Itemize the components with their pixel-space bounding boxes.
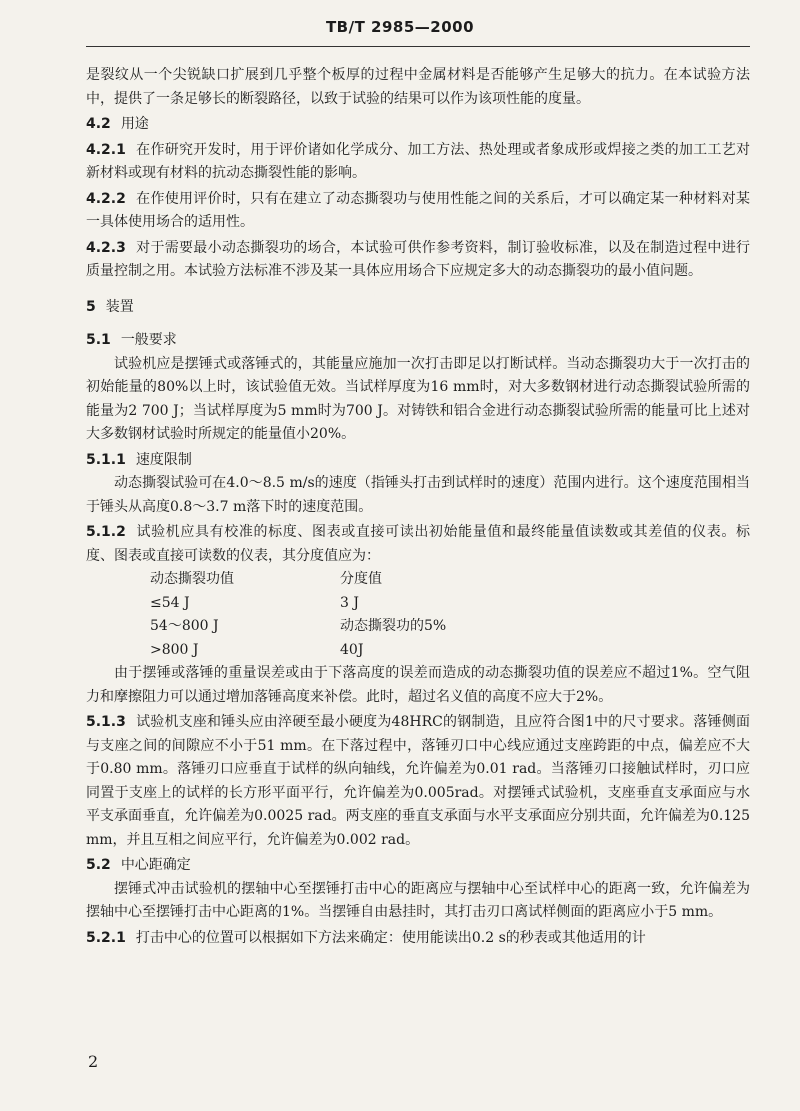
clause-text: 打击中心的位置可以根据如下方法来确定：使用能读出0.2 s的秒表或其他适用的计 <box>135 929 646 946</box>
clause-number: 4.2.2 <box>86 190 126 207</box>
numbered-paragraph <box>86 711 750 852</box>
clause-text: 在作使用评价时，只有在建立了动态撕裂功与使用性能之间的关系后，才可以确定某一种材料对某一具体使用场合的适用性。 <box>86 190 750 230</box>
clause-number: 5.2.1 <box>86 929 126 946</box>
clause-number: 4.2.3 <box>86 239 126 256</box>
section-number: 5.1 <box>86 332 111 348</box>
section-title: 装置 <box>105 298 134 315</box>
body-content <box>86 64 750 950</box>
page-number: 2 <box>88 1052 99 1071</box>
table-row <box>150 592 446 616</box>
table-header-cell: 分度值 <box>340 571 382 587</box>
section-heading <box>86 329 750 353</box>
division-value-table <box>150 568 446 662</box>
table-header-row <box>150 568 446 592</box>
paragraph: 由于摆锤或落锤的重量误差或由于下落高度的误差而造成的动态撕裂功值的误差应不超过1%。空气阻力和摩擦阻力可以通过增加落锤高度来补偿。此时，超过名义值的高度不应大于2%。 <box>86 665 750 705</box>
numbered-paragraph <box>86 927 750 951</box>
numbered-paragraph <box>86 139 750 186</box>
numbered-paragraph <box>86 237 750 284</box>
clause-number: 5.1.2 <box>86 524 126 540</box>
section-title: 中心距确定 <box>120 857 191 873</box>
section-heading <box>86 113 750 137</box>
table-cell: 3 J <box>340 594 359 611</box>
clause-text: 在作研究开发时，用于评价诸如化学成分、加工方法、热处理或者象成形或焊接之类的加工工艺对新材料或现有材料的抗动态撕裂性能的影响。 <box>86 141 750 181</box>
table-row <box>150 615 446 639</box>
table-cell: 动态撕裂功的5% <box>340 618 447 634</box>
clause-number: 4.2.1 <box>86 141 126 158</box>
section-title: 一般要求 <box>120 332 177 348</box>
numbered-paragraph <box>86 521 750 568</box>
paragraph: 摆锤式冲击试验机的摆轴中心至摆锤打击中心的距离应与摆轴中心至试样中心的距离一致，允许偏差为摆轴中心至摆锤打击中心距离的1%。当摆锤自由悬挂时，其打击刃口离试样侧面的距离应小于5 mm。 <box>86 880 750 920</box>
paragraph: 是裂纹从一个尖锐缺口扩展到几乎整个板厚的过程中金属材料是否能够产生足够大的抗力。在本试验方法中，提供了一条足够长的断裂路径，以致于试验的结果可以作为该项性能的度量。 <box>86 67 750 107</box>
numbered-paragraph <box>86 188 750 235</box>
section-heading <box>86 296 750 320</box>
section-heading <box>86 449 750 473</box>
paragraph: 动态撕裂试验可在4.0～8.5 m/s的速度（指锤头打击到试样时的速度）范围内进行。这个速度范围相当于锤头从高度0.8～3.7 m落下时的速度范围。 <box>86 475 750 515</box>
table-cell: >800 J <box>150 641 199 658</box>
table-row <box>150 639 446 663</box>
section-title: 速度限制 <box>135 451 192 468</box>
paragraph: 试验机应是摆锤式或落锤式的，其能量应施加一次打击即足以打断试样。当动态撕裂功大于一次打击的初始能量的80%以上时，该试验值无效。当试样厚度为16 mm时，对大多数钢材进行动态撕裂试验所需的能量为2 700 J；当试样厚度为5 mm时为700 J。对铸铁和铝合金进行动态撕裂试验所需的能量可比上述对大多数钢材试验时所规定的能量值小20%。 <box>86 355 750 442</box>
clause-text: 对于需要最小动态撕裂功的场合，本试验可供作参考资料，制订验收标准，以及在制造过程中进行质量控制之用。本试验方法标准不涉及某一具体应用场合下应规定多大的动态撕裂功的最小值问题。 <box>86 239 750 279</box>
table-header-cell: 动态撕裂功值 <box>150 571 234 587</box>
section-number: 5.2 <box>86 857 111 873</box>
header-rule <box>86 46 750 47</box>
section-heading <box>86 854 750 878</box>
clause-text: 试验机应具有校准的标度、图表或直接可读出初始能量值和最终能量值读数或其差值的仪表。标度、图表或直接可读数的仪表，其分度值应为： <box>86 524 750 564</box>
table-cell: 40J <box>340 641 364 658</box>
section-number: 5.1.1 <box>86 451 126 468</box>
clause-text: 试验机支座和锤头应由淬硬至最小硬度为48HRC的钢制造，且应符合图1中的尺寸要求。落锤侧面与支座之间的间隙应不小于51 mm。在下落过程中，落锤刃口中心线应通过支座跨距的中点，偏差应不大于0.80 mm。落锤刃口应垂直于试样的纵向轴线，允许偏差为0.01 rad。当落锤刃口接触试样时，刃口应同置于支座上的试样的长方形平面平行，允许偏差为0.005rad。对摆锤式试验机，支座垂直支承面应与水平支承面垂直，允许偏差为0.0025 rad。两支座的垂直支承面与水平支承面应分别共面，允许偏差为0.125 mm，并且互相之间应平行，允许偏差为0.002 rad。 <box>86 714 750 848</box>
section-title: 用途 <box>120 116 149 132</box>
section-number: 5 <box>86 298 96 315</box>
page-header-standard-number: TB/T 2985—2000 <box>325 18 475 36</box>
table-cell: ≤54 J <box>150 594 190 611</box>
clause-number: 5.1.3 <box>86 714 126 730</box>
table-cell: 54～800 J <box>150 618 219 634</box>
section-number: 4.2 <box>86 116 111 132</box>
